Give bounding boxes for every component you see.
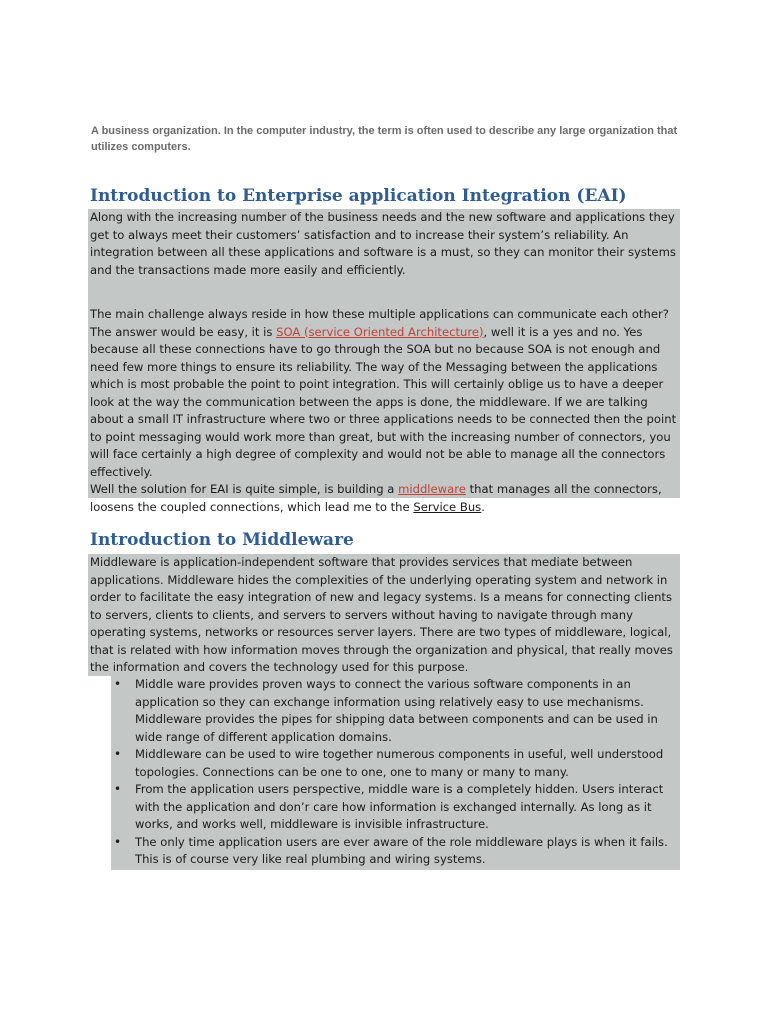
middleware-heading: Introduction to Middleware — [90, 530, 354, 550]
eai-paragraph-3-text-a: Well the solution for EAI is quite simple, is building a — [90, 482, 399, 496]
list-item — [111, 676, 680, 746]
list-item — [111, 834, 680, 869]
eai-paragraph-2 — [90, 306, 678, 481]
middleware-paragraph-1: Middleware is application-independent software that provides services that mediate between applications. Middleware hides the complexities of the underlying operating system and network in order to facilitate the easy integration of new and legacy systems. Is a means for connecting clients to servers, clients to clients, and servers to servers without having to navigate through many operating systems, networks or resources server layers. There are two types of middleware, logical, that is related with how information moves through the organization and physical, that really moves the information and covers the technology used for this purpose. — [90, 555, 673, 674]
bullet-text: The only time application users are ever aware of the role middleware plays is when it fails. This is of course very like real plumbing and wiring systems. — [135, 834, 668, 866]
bullet-text: Middleware can be used to wire together numerous components in useful, well understood topologies. Connections can be one to one, one to many or many to many. — [135, 747, 664, 779]
bullet-icon: • — [114, 834, 122, 849]
eai-heading: Introduction to Enterprise application Integration (EAI) — [90, 186, 627, 206]
eai-paragraph-1: Along with the increasing number of the business needs and the new software and applications they get to always meet their customers’ satisfaction and to increase their system’s reliability. An integration between all these applications and software is a must, so they can monitor their systems and the transactions made more easily and efficiently. — [90, 210, 676, 277]
list-item — [111, 746, 680, 781]
bullet-icon: • — [114, 747, 122, 761]
service-bus-link[interactable]: Service Bus — [413, 499, 482, 514]
paragraph-gap — [90, 279, 678, 306]
eai-section-body — [88, 209, 680, 514]
eai-paragraph-3-text-b: that manages all the connectors, loosens the coupled connections, which lead me to the — [90, 482, 662, 514]
middleware-bullet-list — [111, 676, 680, 870]
intro-note: A business organization. In the computer industry, the term is often used to describe any large organization that utilizes computers. — [91, 125, 678, 153]
eai-paragraph-3 — [90, 481, 678, 516]
eai-paragraph-2-text-b: , well it is a yes and no. Yes because all these connections have to go through the SOA but no because SOA is not enough and need few more things to ensure its reliability. The way of the Messaging between the applications which is most probable the point to point integration. This will certainly oblige us to have a deeper look at the way the communication between the apps is done, the middleware. If we are talking about a small IT infrastructure where two or three applications needs to be connected then the point to point messaging would work more than great, but with the increasing number of connectors, you will face certainly a high degree of complexity and would not be able to manage all the connectors effectively. — [90, 324, 677, 479]
bullet-text: Middle ware provides proven ways to connect the various software components in an application so they can exchange information using relatively easy to use mechanisms. Middleware provides the pipes for shipping data between components and can be used in wide range of different application domains. — [135, 677, 658, 744]
middleware-link[interactable]: middleware — [398, 482, 466, 496]
bullet-text: From the application users perspective, middle ware is a completely hidden. Users interact with the application and don’r care how information is exchanged internally. As long as it works, and works well, middleware is invisible infrastructure. — [135, 782, 664, 831]
list-item — [111, 781, 680, 834]
eai-paragraph-2-text-a: The main challenge always reside in how these multiple applications can communicate each other? The answer would be easy, it is — [90, 307, 669, 339]
eai-paragraph-3-text-c: . — [481, 499, 485, 514]
middleware-section-body — [88, 554, 680, 676]
soa-link[interactable]: SOA (service Oriented Architecture) — [276, 324, 484, 339]
bullet-icon: • — [114, 782, 122, 796]
bullet-icon: • — [114, 677, 122, 691]
